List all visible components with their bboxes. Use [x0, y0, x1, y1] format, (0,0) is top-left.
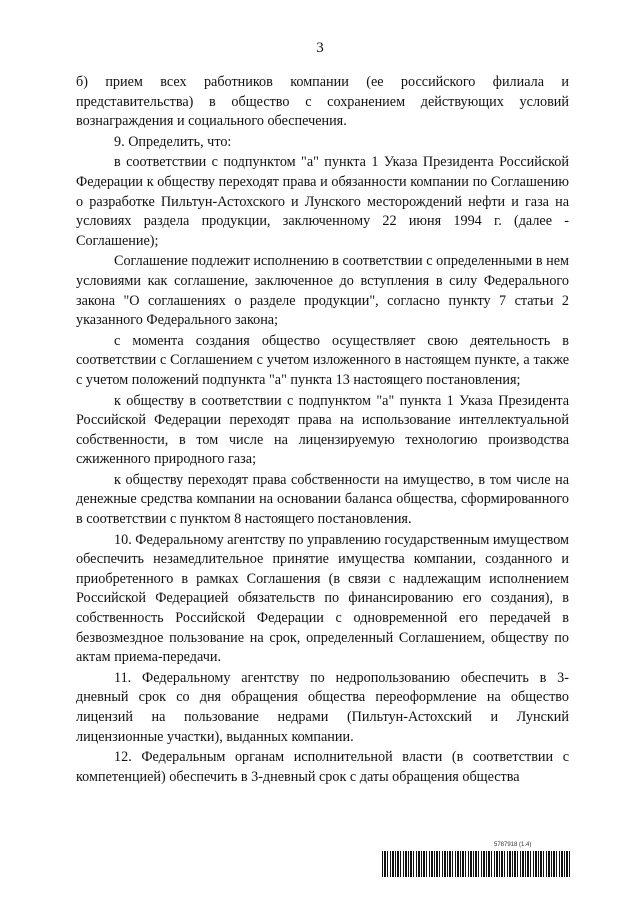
paragraph-9-agreement-transfer: в соответствии с подпунктом "а" пункта 1 Указа Президента Российской Федерации к обществу переходят права и обязанности компании по Соглашению о разработке Пильтун-Астохского и Лунского месторождений нефти и газа на условиях раздела продукции, заключенному 22 июня 1994 г. (далее - Соглашение); [76, 154, 569, 249]
paragraph-9-property-rights: к обществу переходят права собственности на имущество, в том числе на денежные средства компании на основании баланса общества, сформированного в соответствии с пунктом 8 настоящего постановления. [76, 471, 569, 528]
paragraph-12: 12. Федеральным органам исполнительной власти (в соответствии с компетенцией) обеспечить в 3-дневный срок с даты обращения общества [76, 749, 569, 785]
document-body [76, 73, 569, 788]
paragraph-9-company-activity: с момента создания общество осуществляет свою деятельность в соответствии с Соглашением с учетом изложенного в настоящем пункте, а также с учетом положений подпункта "а" пункта 13 настоящего постановления; [76, 332, 569, 388]
paragraph-9-intellectual-property: к обществу в соответствии с подпунктом "а" пункта 1 Указа Президента Российской Федерации переходят права на использование интеллектуальной собственности, в том числе на лицензируемую технологию производства сжиженного природного газа; [76, 392, 569, 468]
paragraph-10: 10. Федеральному агентству по управлению государственным имуществом обеспечить незамедлительное принятие имущества компании, созданного и приобретенного в рамках Соглашения (в связи с надлежащим исполнением Российской Федерацией обязательств по финансированию его создания), в собственность Российской Федерации с одновременной его передачей в безвозмездное пользование на срок, определенный Соглашением, обществу по актам приема-передачи. [76, 531, 569, 666]
paragraph-9-heading: 9. Определить, что: [114, 133, 232, 150]
barcode [382, 842, 572, 882]
page-number: 3 [316, 40, 324, 56]
paragraph-11: 11. Федеральному агентству по недропользованию обеспечить в 3-дневный срок со дня обращения общества переоформление на общество лицензий на пользование недрами (Пильтун-Астохский и Лунский лицензионные участки), выданных компании. [76, 669, 569, 745]
barcode-caption: 5787918 (1.4) [494, 842, 532, 848]
barcode-icon [382, 851, 572, 877]
paragraph-9-agreement-execution: Соглашение подлежит исполнению в соответствии с определенными в нем условиями как соглашение, заключенное до вступления в силу Федерального закона "О соглашениях о разделе продукции", согласно пункту 7 статьи 2 указанного Федерального закона; [76, 253, 569, 329]
paragraph-item-b: б) прием всех работников компании (ее российского филиала и представительства) в общество с сохранением действующих условий вознаграждения и социального обеспечения. [76, 74, 569, 130]
